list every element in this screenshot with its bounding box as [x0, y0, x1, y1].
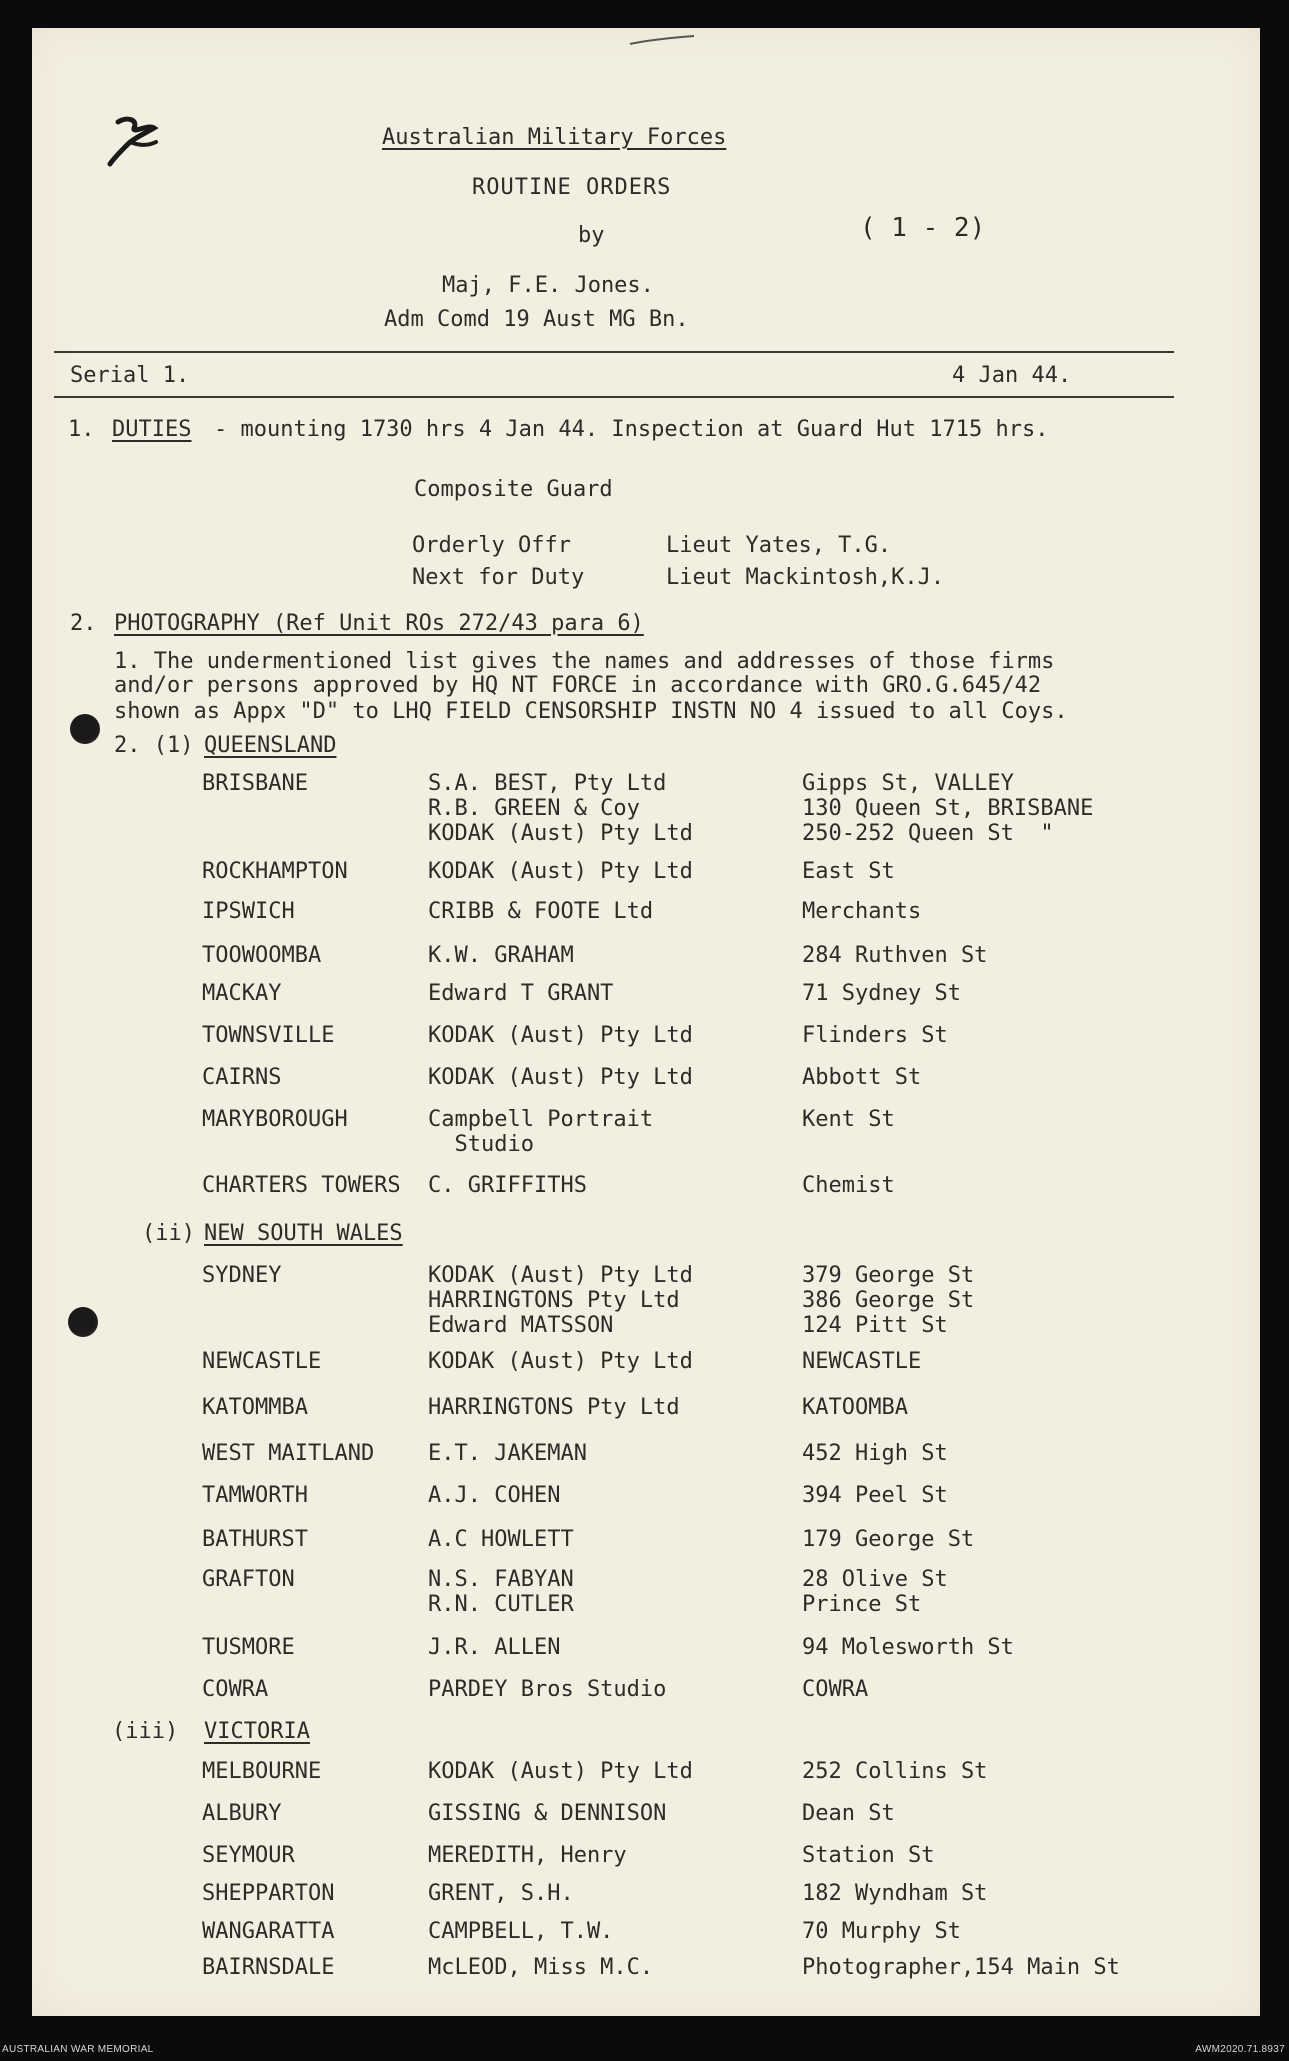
entry-firm: Studio — [428, 1132, 534, 1157]
entry-firm: HARRINGTONS Pty Ltd — [428, 1395, 680, 1420]
entry-town: BRISBANE — [202, 771, 308, 796]
footer-source: AUSTRALIAN WAR MEMORIAL — [2, 2044, 154, 2055]
entry-firm: PARDEY Bros Studio — [428, 1677, 667, 1702]
duty-role: Orderly Offr — [412, 533, 571, 558]
entry-town: KATOMMBA — [202, 1395, 308, 1420]
entry-address: 130 Queen St, BRISBANE — [802, 796, 1094, 821]
entry-town: BAIRNSDALE — [202, 1955, 335, 1980]
state-heading: QUEENSLAND — [204, 733, 337, 758]
entry-firm: Edward T GRANT — [428, 981, 614, 1006]
item1-text: - mounting 1730 hrs 4 Jan 44. Inspection at Guard Hut 1715 hrs. — [214, 417, 1049, 442]
by-label: by — [578, 223, 605, 248]
entry-town: WEST MAITLAND — [202, 1441, 375, 1466]
org-title: Australian Military Forces — [382, 125, 727, 150]
entry-firm: K.W. GRAHAM — [428, 943, 574, 968]
entry-address: East St — [802, 859, 895, 884]
entry-firm: S.A. BEST, Pty Ltd — [428, 771, 667, 796]
entry-town: IPSWICH — [202, 899, 295, 924]
entry-firm: KODAK (Aust) Pty Ltd — [428, 1349, 693, 1374]
duty-name: Lieut Mackintosh,K.J. — [666, 565, 945, 590]
state-heading: VICTORIA — [204, 1719, 310, 1744]
officer-name: Maj, F.E. Jones. — [442, 273, 654, 298]
para1-line: 1. The undermentioned list gives the names and addresses of those firms — [114, 649, 1055, 674]
entry-firm: C. GRIFFITHS — [428, 1173, 587, 1198]
entry-address: Gipps St, VALLEY — [802, 771, 1014, 796]
entry-town: TOWNSVILLE — [202, 1023, 335, 1048]
entry-address: Flinders St — [802, 1023, 948, 1048]
entry-firm: KODAK (Aust) Pty Ltd — [428, 859, 693, 884]
doc-type: ROUTINE ORDERS — [472, 175, 672, 200]
entry-town: WANGARATTA — [202, 1919, 335, 1944]
entry-firm: GISSING & DENNISON — [428, 1801, 667, 1826]
entry-address: Station St — [802, 1843, 935, 1868]
entry-firm: A.J. COHEN — [428, 1483, 561, 1508]
entry-town: TOOWOOMBA — [202, 943, 322, 968]
entry-town: ROCKHAMPTON — [202, 859, 348, 884]
command-name: Adm Comd 19 Aust MG Bn. — [384, 307, 689, 332]
entry-town: SEYMOUR — [202, 1843, 295, 1868]
entry-town: BATHURST — [202, 1527, 308, 1552]
entry-address: COWRA — [802, 1677, 869, 1702]
entry-address: KATOOMBA — [802, 1395, 908, 1420]
entry-address: 124 Pitt St — [802, 1313, 948, 1338]
duty-role: Next for Duty — [412, 565, 585, 590]
header-rule-bottom — [54, 396, 1174, 398]
entry-firm: McLEOD, Miss M.C. — [428, 1955, 654, 1980]
entry-address: NEWCASTLE — [802, 1349, 922, 1374]
entry-town: CAIRNS — [202, 1065, 282, 1090]
entry-town: SHEPPARTON — [202, 1881, 335, 1906]
punch-hole — [68, 1307, 98, 1337]
page-ref: ( 1 - 2) — [860, 213, 986, 243]
item2-number: 2. — [70, 611, 97, 636]
serial-label: Serial 1. — [70, 363, 190, 388]
entry-address: 182 Wyndham St — [802, 1881, 988, 1906]
entry-town: SYDNEY — [202, 1263, 282, 1288]
item2-heading: PHOTOGRAPHY (Ref Unit ROs 272/43 para 6) — [114, 611, 644, 636]
entry-firm: CAMPBELL, T.W. — [428, 1919, 614, 1944]
entry-firm: GRENT, S.H. — [428, 1881, 574, 1906]
para1-line: and/or persons approved by HQ NT FORCE in accordance with GRO.G.645/42 — [114, 673, 1042, 698]
entry-address: 250-252 Queen St " — [802, 821, 1054, 846]
entry-firm: Edward MATSSON — [428, 1313, 614, 1338]
entry-firm: R.N. CUTLER — [428, 1592, 574, 1617]
state-marker: (ii) — [142, 1221, 195, 1246]
footer-accession: AWM2020.71.8937 — [1195, 2044, 1285, 2055]
entry-firm: KODAK (Aust) Pty Ltd — [428, 821, 693, 846]
entry-firm: N.S. FABYAN — [428, 1567, 574, 1592]
entry-address: 71 Sydney St — [802, 981, 961, 1006]
entry-town: NEWCASTLE — [202, 1349, 322, 1374]
state-heading: NEW SOUTH WALES — [204, 1221, 403, 1246]
entry-town: MELBOURNE — [202, 1759, 322, 1784]
para1-line: shown as Appx "D" to LHQ FIELD CENSORSHIP INSTN NO 4 issued to all Coys. — [114, 699, 1068, 724]
entry-address: 28 Olive St — [802, 1567, 948, 1592]
entry-firm: KODAK (Aust) Pty Ltd — [428, 1759, 693, 1784]
entry-address: 94 Molesworth St — [802, 1635, 1014, 1660]
header-rule-top — [54, 351, 1174, 353]
para2-prefix: 2. (1) — [114, 734, 194, 758]
entry-address: 386 George St — [802, 1288, 975, 1313]
pencil-stroke-icon — [628, 34, 698, 48]
entry-town: MARYBOROUGH — [202, 1107, 348, 1132]
entry-firm: J.R. ALLEN — [428, 1635, 561, 1660]
entry-firm: Campbell Portrait — [428, 1107, 654, 1132]
entry-town: ALBURY — [202, 1801, 282, 1826]
entry-address: Photographer,154 Main St — [802, 1955, 1120, 1980]
entry-address: Prince St — [802, 1592, 922, 1617]
entry-address: 70 Murphy St — [802, 1919, 961, 1944]
entry-town: GRAFTON — [202, 1567, 295, 1592]
entry-address: Abbott St — [802, 1065, 922, 1090]
entry-address: 179 George St — [802, 1527, 975, 1552]
entry-address: 394 Peel St — [802, 1483, 948, 1508]
entry-address: 379 George St — [802, 1263, 975, 1288]
item1-number: 1. — [68, 417, 95, 442]
entry-firm: A.C HOWLETT — [428, 1527, 574, 1552]
entry-town: TAMWORTH — [202, 1483, 308, 1508]
entry-firm: R.B. GREEN & Coy — [428, 796, 640, 821]
serial-date: 4 Jan 44. — [952, 363, 1072, 388]
entry-firm: E.T. JAKEMAN — [428, 1441, 587, 1466]
item1-heading: DUTIES — [112, 417, 192, 442]
entry-firm: KODAK (Aust) Pty Ltd — [428, 1263, 693, 1288]
entry-firm: KODAK (Aust) Pty Ltd — [428, 1023, 693, 1048]
entry-firm: CRIBB & FOOTE Ltd — [428, 899, 654, 924]
entry-town: CHARTERS TOWERS — [202, 1173, 401, 1198]
entry-firm: MEREDITH, Henry — [428, 1843, 627, 1868]
entry-address: Merchants — [802, 899, 922, 924]
entry-address: 452 High St — [802, 1441, 948, 1466]
entry-address: Kent St — [802, 1107, 895, 1132]
duty-name: Lieut Yates, T.G. — [666, 533, 892, 558]
entry-address: Chemist — [802, 1173, 895, 1198]
entry-firm: HARRINGTONS Pty Ltd — [428, 1288, 680, 1313]
entry-firm: KODAK (Aust) Pty Ltd — [428, 1065, 693, 1090]
state-marker: (iii) — [112, 1719, 179, 1744]
guard-title: Composite Guard — [414, 477, 613, 502]
entry-address: 284 Ruthven St — [802, 943, 988, 968]
entry-address: Dean St — [802, 1801, 895, 1826]
punch-hole — [70, 714, 100, 744]
entry-town: MACKAY — [202, 981, 282, 1006]
entry-town: TUSMORE — [202, 1635, 295, 1660]
entry-town: COWRA — [202, 1677, 269, 1702]
handwritten-mark-icon — [104, 112, 184, 172]
entry-address: 252 Collins St — [802, 1759, 988, 1784]
